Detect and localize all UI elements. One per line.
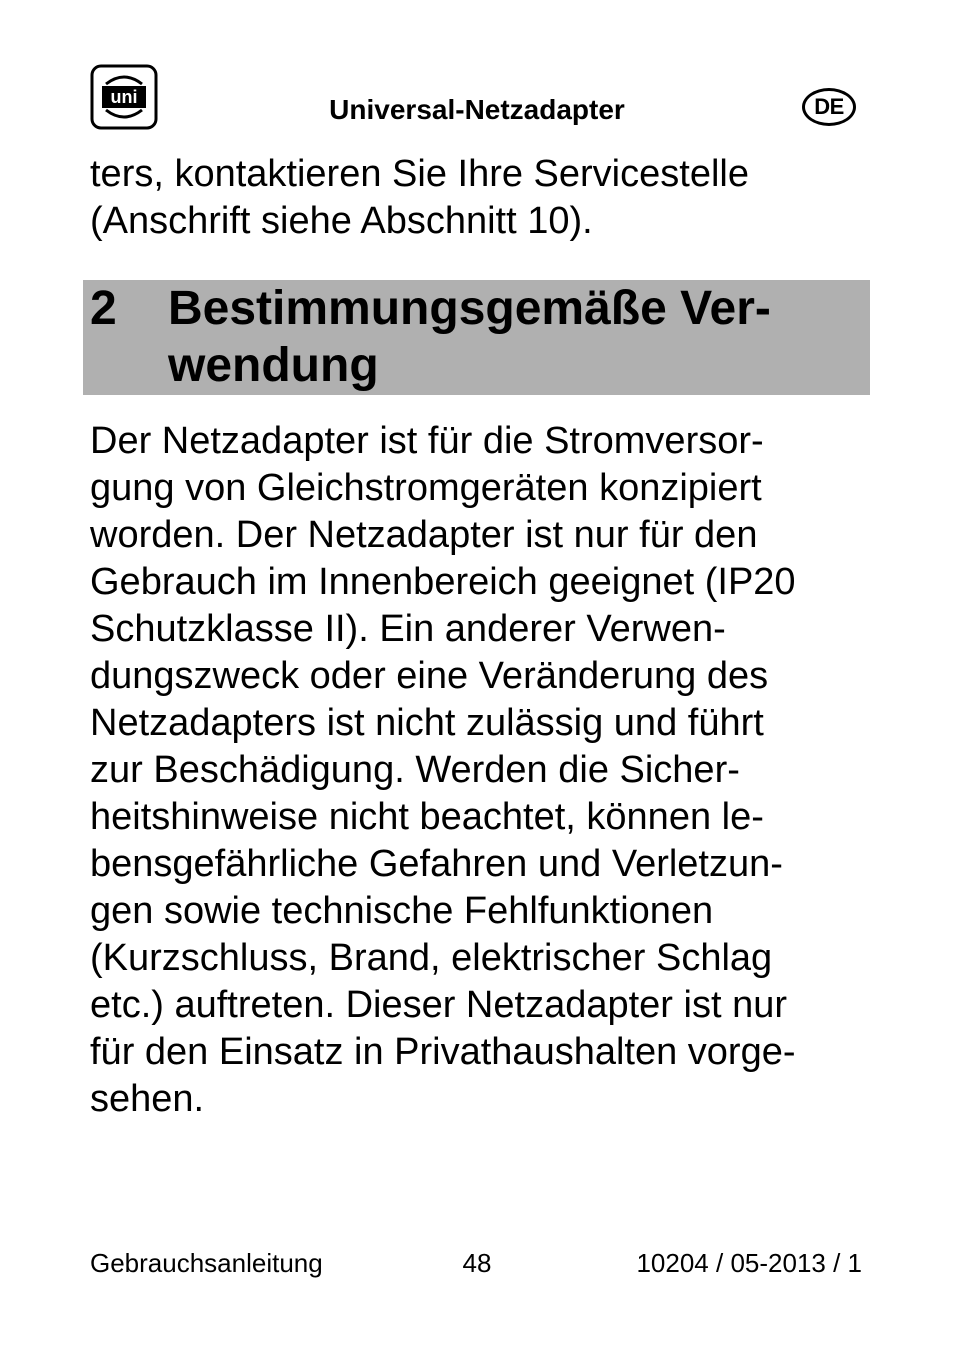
body-line: heitshinweise nicht beachtet, können le-	[90, 796, 764, 838]
section-heading	[83, 280, 870, 395]
section-number: 2	[90, 282, 117, 335]
footer-document-type: Gebrauchsanleitung	[90, 1248, 323, 1278]
body-line: sehen.	[90, 1078, 205, 1120]
body-line: dungszweck oder eine Veränderung des	[90, 655, 769, 697]
footer-document-id: 10204 / 05-2013 / 1	[636, 1248, 862, 1278]
intro-line: ters, kontaktieren Sie Ihre Servicestelle	[90, 153, 749, 195]
body-line: Netzadapters ist nicht zulässig und führt	[90, 702, 764, 744]
body-line: bensgefährliche Gefahren und Verletzun-	[90, 843, 783, 885]
language-badge: DE	[802, 88, 856, 126]
footer-page-number: 48	[462, 1248, 492, 1278]
body-line: gen sowie technische Fehlfunktionen	[90, 890, 714, 932]
body-line: etc.) auftreten. Dieser Netzadapter ist nur	[90, 984, 787, 1026]
body-line: (Kurzschluss, Brand, elektrischer Schlag	[90, 937, 773, 979]
body-line: Schutzklasse II). Ein anderer Verwen-	[90, 608, 726, 650]
intro-paragraph	[90, 151, 880, 245]
body-line: für den Einsatz in Privathaushalten vorge-	[90, 1031, 796, 1073]
body-line: Der Netzadapter ist für die Stromversor-	[90, 420, 764, 462]
body-line: worden. Der Netzadapter ist nur für den	[90, 514, 758, 556]
header-title: Universal-Netzadapter	[329, 94, 625, 125]
logo-text: uni	[110, 87, 138, 107]
body-line: zur Beschädigung. Werden die Sicher-	[90, 749, 740, 791]
section-title-line: wendung	[168, 339, 379, 392]
intro-line: (Anschrift siehe Abschnitt 10).	[90, 200, 593, 242]
body-paragraph	[90, 418, 880, 1123]
section-title-line: Bestimmungsgemäße Ver-	[168, 282, 771, 335]
body-line: Gebrauch im Innenbereich geeignet (IP20	[90, 561, 796, 603]
section-title	[168, 280, 771, 394]
body-line: gung von Gleichstromgeräten konzipiert	[90, 467, 762, 509]
